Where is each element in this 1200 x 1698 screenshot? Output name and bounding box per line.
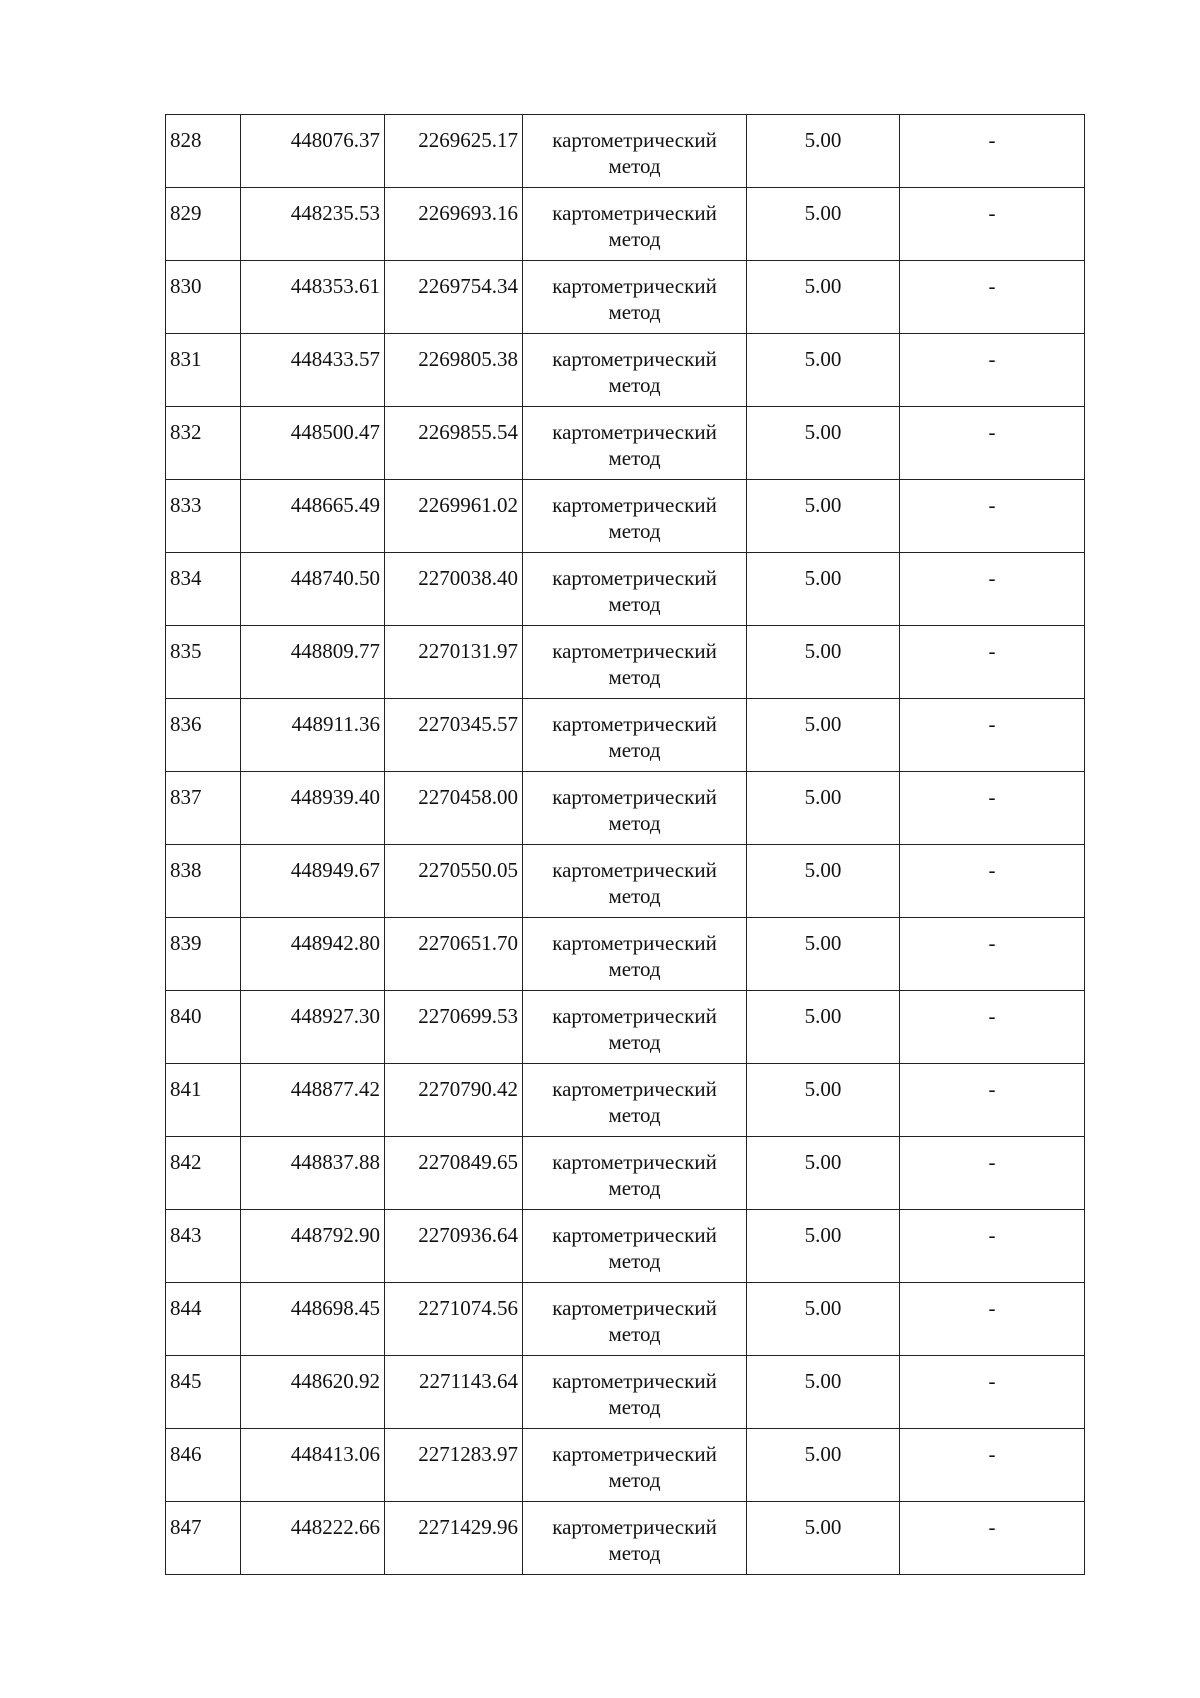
description-cell: - — [900, 991, 1085, 1064]
table-row — [166, 1064, 1085, 1137]
method-cell: картометрический метод — [523, 480, 747, 553]
x-coordinate-cell: 448837.88 — [241, 1137, 385, 1210]
table-row — [166, 188, 1085, 261]
accuracy-cell: 5.00 — [747, 772, 900, 845]
x-coordinate-cell: 448698.45 — [241, 1283, 385, 1356]
description-cell: - — [900, 115, 1085, 188]
method-cell: картометрический метод — [523, 115, 747, 188]
point-number-cell: 838 — [166, 845, 241, 918]
x-coordinate-cell: 448235.53 — [241, 188, 385, 261]
x-coordinate-cell: 448942.80 — [241, 918, 385, 991]
table-row — [166, 991, 1085, 1064]
y-coordinate-cell: 2269693.16 — [385, 188, 523, 261]
accuracy-cell: 5.00 — [747, 407, 900, 480]
accuracy-cell: 5.00 — [747, 1283, 900, 1356]
x-coordinate-cell: 448076.37 — [241, 115, 385, 188]
table-row — [166, 115, 1085, 188]
y-coordinate-cell: 2270550.05 — [385, 845, 523, 918]
point-number-cell: 834 — [166, 553, 241, 626]
description-cell: - — [900, 699, 1085, 772]
x-coordinate-cell: 448665.49 — [241, 480, 385, 553]
x-coordinate-cell: 448500.47 — [241, 407, 385, 480]
accuracy-cell: 5.00 — [747, 699, 900, 772]
y-coordinate-cell: 2269805.38 — [385, 334, 523, 407]
table-row — [166, 407, 1085, 480]
point-number-cell: 833 — [166, 480, 241, 553]
y-coordinate-cell: 2271283.97 — [385, 1429, 523, 1502]
point-number-cell: 840 — [166, 991, 241, 1064]
accuracy-cell: 5.00 — [747, 1210, 900, 1283]
y-coordinate-cell: 2269625.17 — [385, 115, 523, 188]
y-coordinate-cell: 2271143.64 — [385, 1356, 523, 1429]
point-number-cell: 845 — [166, 1356, 241, 1429]
table-row — [166, 480, 1085, 553]
y-coordinate-cell: 2270849.65 — [385, 1137, 523, 1210]
method-cell: картометрический метод — [523, 845, 747, 918]
table-row — [166, 918, 1085, 991]
table-row — [166, 1137, 1085, 1210]
x-coordinate-cell: 448353.61 — [241, 261, 385, 334]
y-coordinate-cell: 2270131.97 — [385, 626, 523, 699]
method-cell: картометрический метод — [523, 407, 747, 480]
point-number-cell: 847 — [166, 1502, 241, 1575]
accuracy-cell: 5.00 — [747, 918, 900, 991]
table-row — [166, 699, 1085, 772]
description-cell: - — [900, 1210, 1085, 1283]
table-row — [166, 772, 1085, 845]
accuracy-cell: 5.00 — [747, 261, 900, 334]
point-number-cell: 830 — [166, 261, 241, 334]
point-number-cell: 832 — [166, 407, 241, 480]
method-cell: картометрический метод — [523, 261, 747, 334]
accuracy-cell: 5.00 — [747, 115, 900, 188]
description-cell: - — [900, 407, 1085, 480]
table-body — [166, 115, 1085, 1575]
description-cell: - — [900, 480, 1085, 553]
y-coordinate-cell: 2269754.34 — [385, 261, 523, 334]
point-number-cell: 831 — [166, 334, 241, 407]
y-coordinate-cell: 2270936.64 — [385, 1210, 523, 1283]
accuracy-cell: 5.00 — [747, 1356, 900, 1429]
method-cell: картометрический метод — [523, 991, 747, 1064]
y-coordinate-cell: 2270790.42 — [385, 1064, 523, 1137]
x-coordinate-cell: 448433.57 — [241, 334, 385, 407]
description-cell: - — [900, 845, 1085, 918]
description-cell: - — [900, 1283, 1085, 1356]
table-row — [166, 553, 1085, 626]
point-number-cell: 829 — [166, 188, 241, 261]
x-coordinate-cell: 448740.50 — [241, 553, 385, 626]
y-coordinate-cell: 2271074.56 — [385, 1283, 523, 1356]
description-cell: - — [900, 1356, 1085, 1429]
table-row — [166, 1429, 1085, 1502]
method-cell: картометрический метод — [523, 1210, 747, 1283]
method-cell: картометрический метод — [523, 918, 747, 991]
point-number-cell: 836 — [166, 699, 241, 772]
method-cell: картометрический метод — [523, 1502, 747, 1575]
y-coordinate-cell: 2270699.53 — [385, 991, 523, 1064]
accuracy-cell: 5.00 — [747, 991, 900, 1064]
coordinates-table — [165, 114, 1085, 1575]
table-row — [166, 1283, 1085, 1356]
accuracy-cell: 5.00 — [747, 626, 900, 699]
description-cell: - — [900, 1429, 1085, 1502]
point-number-cell: 842 — [166, 1137, 241, 1210]
x-coordinate-cell: 448949.67 — [241, 845, 385, 918]
table-row — [166, 1502, 1085, 1575]
accuracy-cell: 5.00 — [747, 845, 900, 918]
description-cell: - — [900, 1064, 1085, 1137]
x-coordinate-cell: 448809.77 — [241, 626, 385, 699]
x-coordinate-cell: 448877.42 — [241, 1064, 385, 1137]
description-cell: - — [900, 1137, 1085, 1210]
y-coordinate-cell: 2269855.54 — [385, 407, 523, 480]
table-row — [166, 261, 1085, 334]
table-row — [166, 626, 1085, 699]
method-cell: картометрический метод — [523, 334, 747, 407]
x-coordinate-cell: 448939.40 — [241, 772, 385, 845]
point-number-cell: 844 — [166, 1283, 241, 1356]
y-coordinate-cell: 2269961.02 — [385, 480, 523, 553]
description-cell: - — [900, 918, 1085, 991]
description-cell: - — [900, 188, 1085, 261]
y-coordinate-cell: 2270345.57 — [385, 699, 523, 772]
x-coordinate-cell: 448222.66 — [241, 1502, 385, 1575]
method-cell: картометрический метод — [523, 699, 747, 772]
method-cell: картометрический метод — [523, 626, 747, 699]
x-coordinate-cell: 448620.92 — [241, 1356, 385, 1429]
description-cell: - — [900, 261, 1085, 334]
description-cell: - — [900, 553, 1085, 626]
table-row — [166, 334, 1085, 407]
y-coordinate-cell: 2270458.00 — [385, 772, 523, 845]
accuracy-cell: 5.00 — [747, 1064, 900, 1137]
point-number-cell: 835 — [166, 626, 241, 699]
description-cell: - — [900, 334, 1085, 407]
table-row — [166, 1356, 1085, 1429]
accuracy-cell: 5.00 — [747, 553, 900, 626]
point-number-cell: 841 — [166, 1064, 241, 1137]
x-coordinate-cell: 448911.36 — [241, 699, 385, 772]
y-coordinate-cell: 2270651.70 — [385, 918, 523, 991]
description-cell: - — [900, 1502, 1085, 1575]
method-cell: картометрический метод — [523, 1064, 747, 1137]
x-coordinate-cell: 448413.06 — [241, 1429, 385, 1502]
method-cell: картометрический метод — [523, 553, 747, 626]
method-cell: картометрический метод — [523, 1137, 747, 1210]
method-cell: картометрический метод — [523, 1283, 747, 1356]
x-coordinate-cell: 448792.90 — [241, 1210, 385, 1283]
method-cell: картометрический метод — [523, 188, 747, 261]
description-cell: - — [900, 626, 1085, 699]
table-row — [166, 845, 1085, 918]
table-row — [166, 1210, 1085, 1283]
method-cell: картометрический метод — [523, 1429, 747, 1502]
point-number-cell: 839 — [166, 918, 241, 991]
accuracy-cell: 5.00 — [747, 1137, 900, 1210]
x-coordinate-cell: 448927.30 — [241, 991, 385, 1064]
accuracy-cell: 5.00 — [747, 480, 900, 553]
accuracy-cell: 5.00 — [747, 334, 900, 407]
point-number-cell: 837 — [166, 772, 241, 845]
y-coordinate-cell: 2271429.96 — [385, 1502, 523, 1575]
method-cell: картометрический метод — [523, 772, 747, 845]
method-cell: картометрический метод — [523, 1356, 747, 1429]
description-cell: - — [900, 772, 1085, 845]
y-coordinate-cell: 2270038.40 — [385, 553, 523, 626]
point-number-cell: 843 — [166, 1210, 241, 1283]
accuracy-cell: 5.00 — [747, 188, 900, 261]
point-number-cell: 828 — [166, 115, 241, 188]
point-number-cell: 846 — [166, 1429, 241, 1502]
accuracy-cell: 5.00 — [747, 1502, 900, 1575]
accuracy-cell: 5.00 — [747, 1429, 900, 1502]
